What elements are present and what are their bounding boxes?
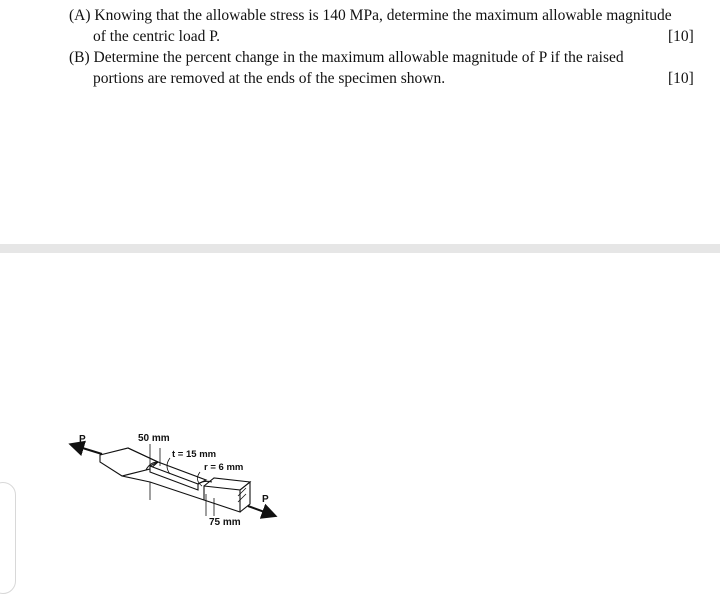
load-label-right: P <box>262 494 269 505</box>
right-raised-portion <box>204 486 240 512</box>
left-raised-portion <box>100 448 158 476</box>
load-arrow-right <box>248 506 270 514</box>
question-b-line2: portions are removed at the ends of the specimen shown. <box>93 70 446 87</box>
dimension-radius: r = 6 mm <box>204 462 244 473</box>
dimension-thickness: t = 15 mm <box>172 449 217 460</box>
question-a-line2: of the centric load P. <box>93 28 220 45</box>
dimension-width-large: 75 mm <box>209 517 241 528</box>
question-b-line1: (B) Determine the percent change in the maximum allowable magnitude of P if the raised <box>69 49 624 66</box>
question-a-line1: (A) Knowing that the allowable stress is 140 MPa, determine the maximum allowable magnitude <box>69 7 672 24</box>
question-b-marks: [10] <box>668 70 694 87</box>
load-label-left: P <box>79 434 86 445</box>
reduced-section <box>150 466 198 490</box>
load-arrow-left <box>76 446 102 454</box>
dimension-width-small: 50 mm <box>138 433 170 444</box>
question-a-marks: [10] <box>668 28 694 45</box>
